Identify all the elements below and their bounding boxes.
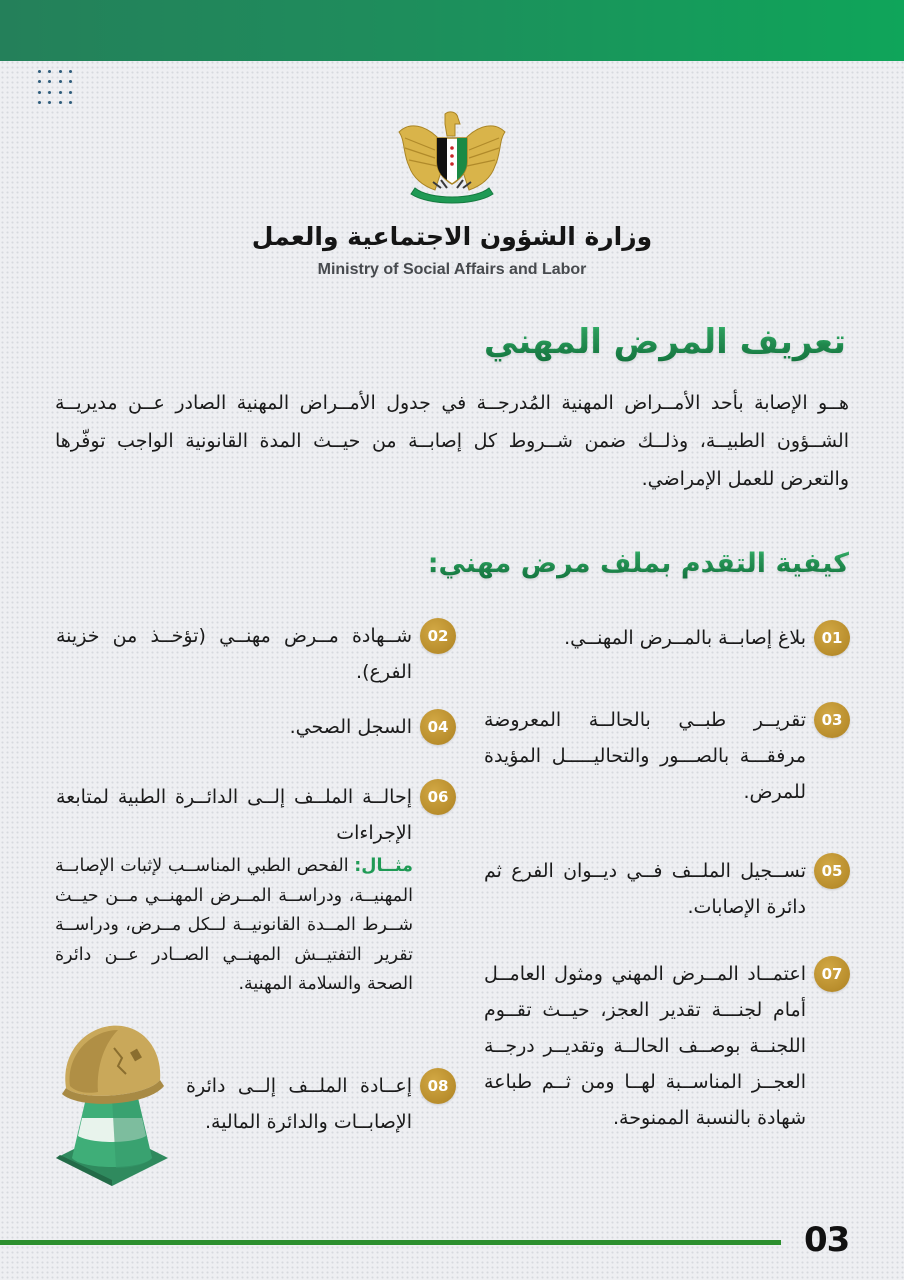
top-header-bar bbox=[0, 0, 904, 61]
footer-divider bbox=[0, 1240, 781, 1245]
hardhat-cone-icon bbox=[52, 1018, 172, 1186]
step-number-badge: 04 bbox=[420, 709, 456, 745]
example-note bbox=[55, 852, 413, 1000]
page-number: 03 bbox=[804, 1220, 850, 1260]
step-number-badge: 06 bbox=[420, 779, 456, 815]
definition-title: تعريف المرض المهني bbox=[483, 322, 846, 362]
step-04 bbox=[56, 709, 456, 745]
how-to-title: كيفية التقدم بملف مرض مهني: bbox=[427, 548, 849, 579]
step-number-badge: 07 bbox=[814, 956, 850, 992]
step-text: السجل الصحي. bbox=[289, 716, 412, 738]
step-07 bbox=[480, 956, 850, 1136]
step-number-badge: 08 bbox=[420, 1068, 456, 1104]
step-text: تقريــر طبــي بالحالــة المعروضة مرفقـــة بالصـــور والتحاليـــــل المؤيدة للمرض. bbox=[484, 709, 806, 803]
step-08 bbox=[186, 1068, 456, 1140]
definition-body: هــو الإصابة بأحد الأمــراض المهنية المُدرجــة في جدول الأمــراض المهنية الصادر عــن مديريــة الشــؤون الطبيــة، وذلــك ضمن شــروط كل إصابــة من حيــث المدة القانونية الواجب توفّرها والتعرض للعمل الإمراضي. bbox=[55, 392, 849, 490]
ministry-name-english: Ministry of Social Affairs and Labor bbox=[317, 261, 587, 278]
step-number-badge: 01 bbox=[814, 620, 850, 656]
example-text: الفحص الطبي المناســب لإثبات الإصابــة المهنيــة، ودراســة المــرض المهنــي مــن حيــث شــرط المــدة القانونيــة لــكل مــرض، ودراســة تقرير التفتيــش المهنــي الصــادر عــن دائرة الصحة والسلامة المهنية. bbox=[55, 856, 413, 994]
step-number-badge: 03 bbox=[814, 702, 850, 738]
step-text: تســجيل الملــف فــي ديــوان الفرع ثم دائرة الإصابات. bbox=[484, 860, 806, 918]
step-05 bbox=[480, 853, 850, 925]
step-06 bbox=[56, 779, 456, 851]
step-text: إحالــة الملــف إلــى الدائــرة الطبية لمتابعة الإجراءات bbox=[56, 786, 412, 844]
step-text: شــهادة مــرض مهنــي (تؤخــذ من خزينة الفرع). bbox=[56, 625, 412, 683]
step-01 bbox=[470, 620, 850, 656]
ministry-name-arabic: وزارة الشؤون الاجتماعية والعمل bbox=[251, 222, 653, 251]
step-number-badge: 05 bbox=[814, 853, 850, 889]
example-label: مثــال: bbox=[354, 856, 413, 876]
step-number-badge: 02 bbox=[420, 618, 456, 654]
step-text: بلاغ إصابــة بالمــرض المهنــي. bbox=[564, 627, 806, 649]
step-02 bbox=[56, 618, 456, 690]
step-text: اعتمــاد المــرض المهني ومثول العامــل أمام لجنـــة تقدير العجز، حيــث تقــوم اللجنــة بوصــف الحالــة وتقديــر درجــة العجــز المناســبة لهــا ومن ثــم طباعة شهادة بالنسبة الممنوحة. bbox=[484, 963, 806, 1129]
step-03 bbox=[480, 702, 850, 810]
dot-grid-icon bbox=[34, 66, 76, 108]
step-text: إعــادة الملــف إلــى دائرة الإصابــات والدائرة المالية. bbox=[186, 1075, 412, 1133]
eagle-emblem-icon bbox=[395, 110, 509, 206]
